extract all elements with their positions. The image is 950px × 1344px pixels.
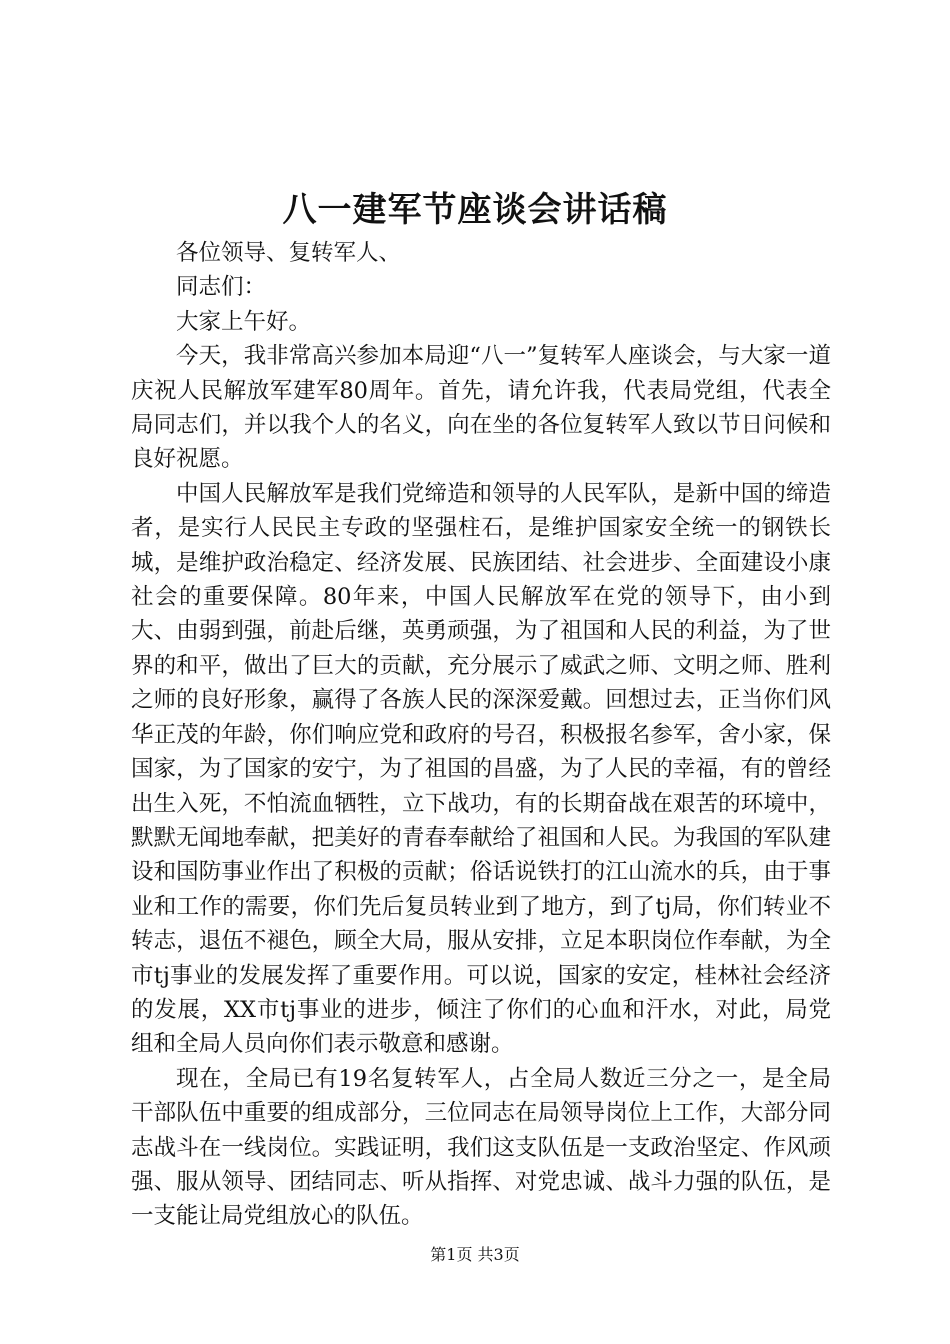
page-number-footer: 第1页 共3页 — [430, 1245, 520, 1264]
greeting-line: 大家上午好。 — [176, 308, 312, 335]
document-title: 八一建军节座谈会讲话稿 — [282, 190, 668, 230]
body-paragraph: 中国人民解放军是我们党缔造和领导的人民军队，是新中国的缔造者，是实行人民民主专政的坚强柱石，是维护国家安全统一的钢铁长城，是维护政治稳定、经济发展、民族团结、社会进步、全面建设小康社会的重要保障。80年来，中国人民解放军在党的领导下，由小到大、由弱到强，前赴后继，英勇顽强，为了祖国和人民的利益，为了世界的和平，做出了巨大的贡献，充分展示了威武之师、文明之师、胜利之师的良好形象，赢得了各族人民的深深爱戴。回想过去，正当你们风华正茂的年龄，你们响应党和政府的号召，积极报名参军，舍小家，保国家，为了国家的安宁，为了祖国的昌盛，为了人民的幸福，有的曾经出生入死，不怕流血牺牲，立下战功，有的长期奋战在艰苦的环境中，默默无闻地奉献，把美好的青春奉献给了祖国和人民。为我国的军队建设和国防事业作出了积极的贡献；俗话说铁打的江山流水的兵，由于事业和工作的需要，你们先后复员转业到了地方，到了tj局，你们转业不转志，退伍不褪色，顾全大局，服从安排，立足本职岗位作奉献，为全市tj事业的发展发挥了重要作用。可以说，国家的安定，桂林社会经济的发展，XX市tj事业的进步，倾注了你们的心血和汗水，对此，局党组和全局人员向你们表示敬意和感谢。 — [131, 480, 831, 1058]
document-body — [131, 236, 831, 1234]
greeting-line: 各位领导、复转军人、 — [176, 240, 402, 266]
body-paragraph: 现在，全局已有19名复转军人，占全局人数近三分之一，是全局干部队伍中重要的组成部分，三位同志在局领导岗位上工作，大部分同志战斗在一线岗位。实践证明，我们这支队伍是一支政治坚定、作风顽强、服从领导、团结同志、听从指挥、对党忠诚、战斗力强的队伍，是一支能让局党组放心的队伍。 — [131, 1065, 831, 1230]
body-paragraph: 今天，我非常高兴参加本局迎“八一”复转军人座谈会，与大家一道庆祝人民解放军建军80周年。首先，请允许我，代表局党组，代表全局同志们，并以我个人的名义，向在坐的各位复转军人致以节日问候和良好祝愿。 — [131, 343, 831, 473]
greeting-line: 同志们： — [176, 274, 267, 301]
